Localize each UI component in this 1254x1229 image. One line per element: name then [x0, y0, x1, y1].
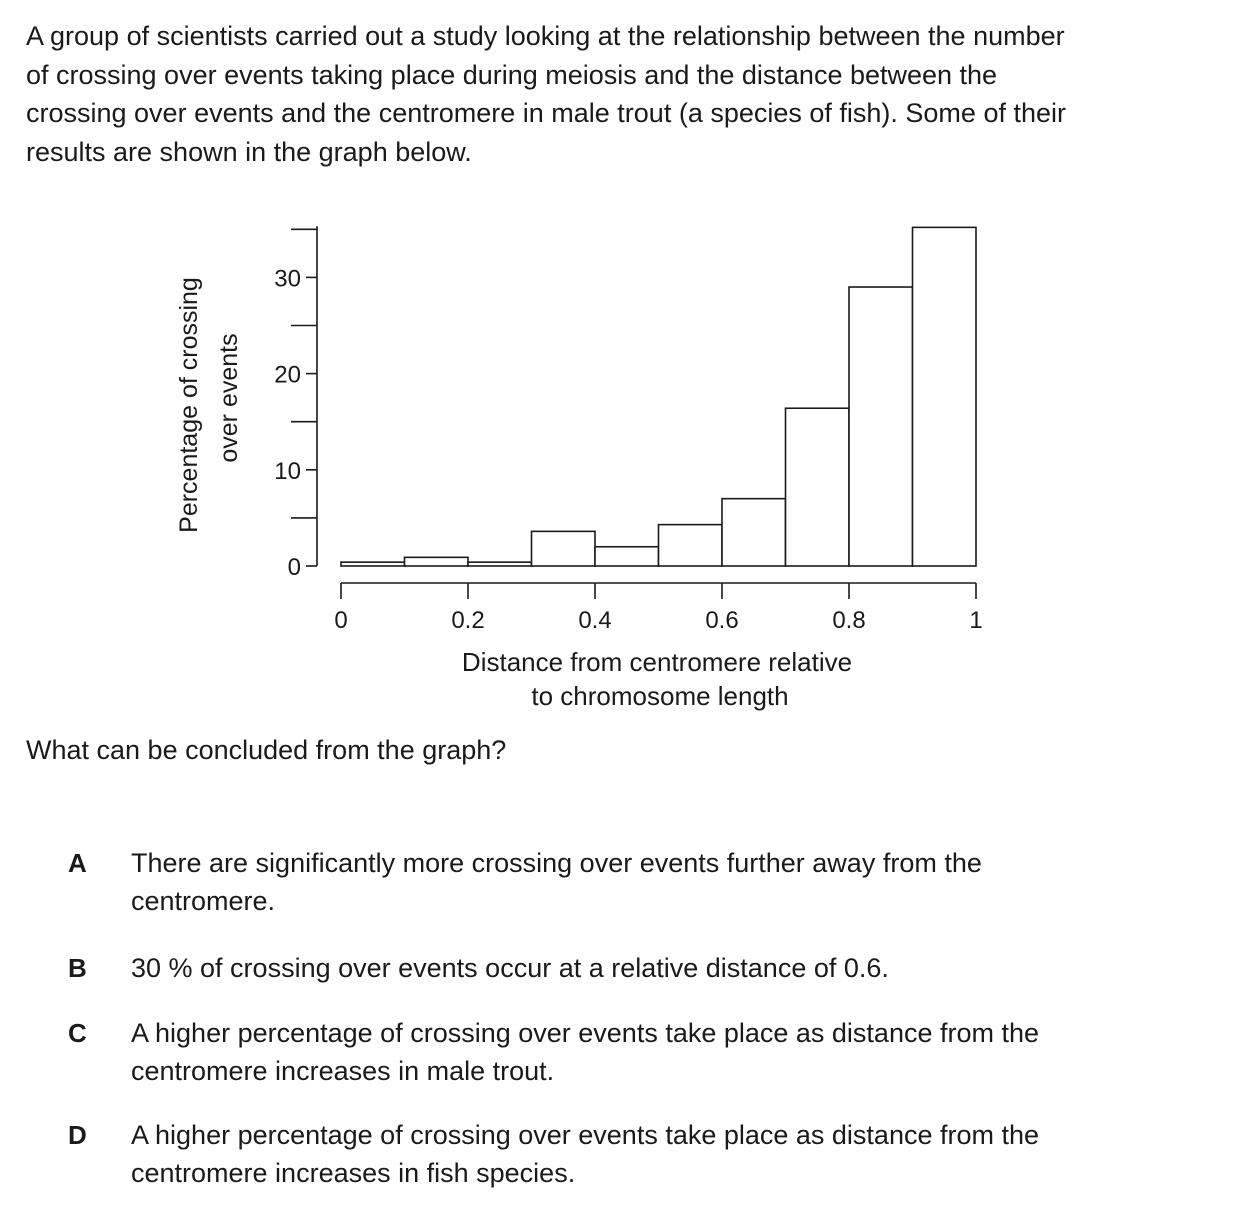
x-tick-label: 0.8 [832, 607, 866, 634]
histogram-bar [595, 547, 659, 566]
option-text-line: 30 % of crossing over events occur at a relative distance of 0.6. [131, 953, 889, 983]
histogram-bar [786, 408, 850, 566]
intro-line: of crossing over events taking place during meiosis and the distance between the [26, 59, 998, 90]
y-tick-label: 0 [287, 554, 301, 581]
intro-line: A group of scientists carried out a study looking at the relationship between the number [26, 21, 1065, 51]
x-tick-label: 0.6 [705, 607, 739, 634]
option-letter: B [68, 953, 87, 983]
histogram-bars [341, 227, 976, 566]
option-text [131, 1116, 1231, 1192]
histogram-bar [659, 525, 723, 566]
x-axis-label-line-1: Distance from centromere relative [461, 647, 853, 677]
option-text-line: A higher percentage of crossing over events take place as distance from the [131, 1018, 1040, 1048]
histogram-bar [532, 531, 596, 566]
option-text [131, 1014, 1231, 1090]
y-axis [274, 226, 317, 581]
histogram-bar [405, 557, 469, 566]
option-letter: A [68, 848, 87, 878]
option-text-line: A higher percentage of crossing over events take place as distance from the [131, 1120, 1040, 1150]
y-tick-label: 20 [274, 361, 301, 389]
option-text [131, 949, 1231, 987]
x-tick-label: 0 [334, 607, 348, 634]
x-tick-label: 1 [969, 607, 983, 634]
x-axis-label-line-2: to chromosome length [531, 681, 789, 711]
question-text: What can be concluded from the graph? [26, 735, 507, 765]
x-axis [334, 583, 982, 634]
x-tick-label: 0.4 [578, 607, 612, 634]
option-letter: D [68, 1120, 87, 1150]
intro-line: crossing over events and the centromere in male trout (a species of fish). Some of their [26, 98, 1066, 128]
option-text-line: centromere increases in fish species. [131, 1158, 576, 1188]
histogram-bar [341, 562, 405, 566]
y-axis-label-line-2: over events [215, 333, 243, 463]
intro-line: results are shown in the graph below. [26, 136, 472, 167]
x-tick-label: 0.2 [451, 607, 485, 634]
histogram-bar [849, 287, 913, 566]
histogram-chart [0, 200, 1254, 720]
option-text-line: centromere increases in male trout. [131, 1056, 555, 1086]
option-letter: C [68, 1018, 87, 1048]
intro-paragraph [26, 17, 1226, 171]
histogram-bar [468, 562, 532, 566]
y-tick-label: 10 [274, 457, 301, 485]
option-text [131, 844, 1231, 920]
histogram-bar [913, 227, 977, 566]
option-text-line: There are significantly more crossing over events further away from the [131, 848, 982, 878]
option-text-line: centromere. [131, 886, 276, 916]
y-tick-label: 30 [274, 265, 301, 293]
y-axis-label-line-1: Percentage of crossing [175, 277, 203, 533]
histogram-bar [722, 499, 786, 566]
